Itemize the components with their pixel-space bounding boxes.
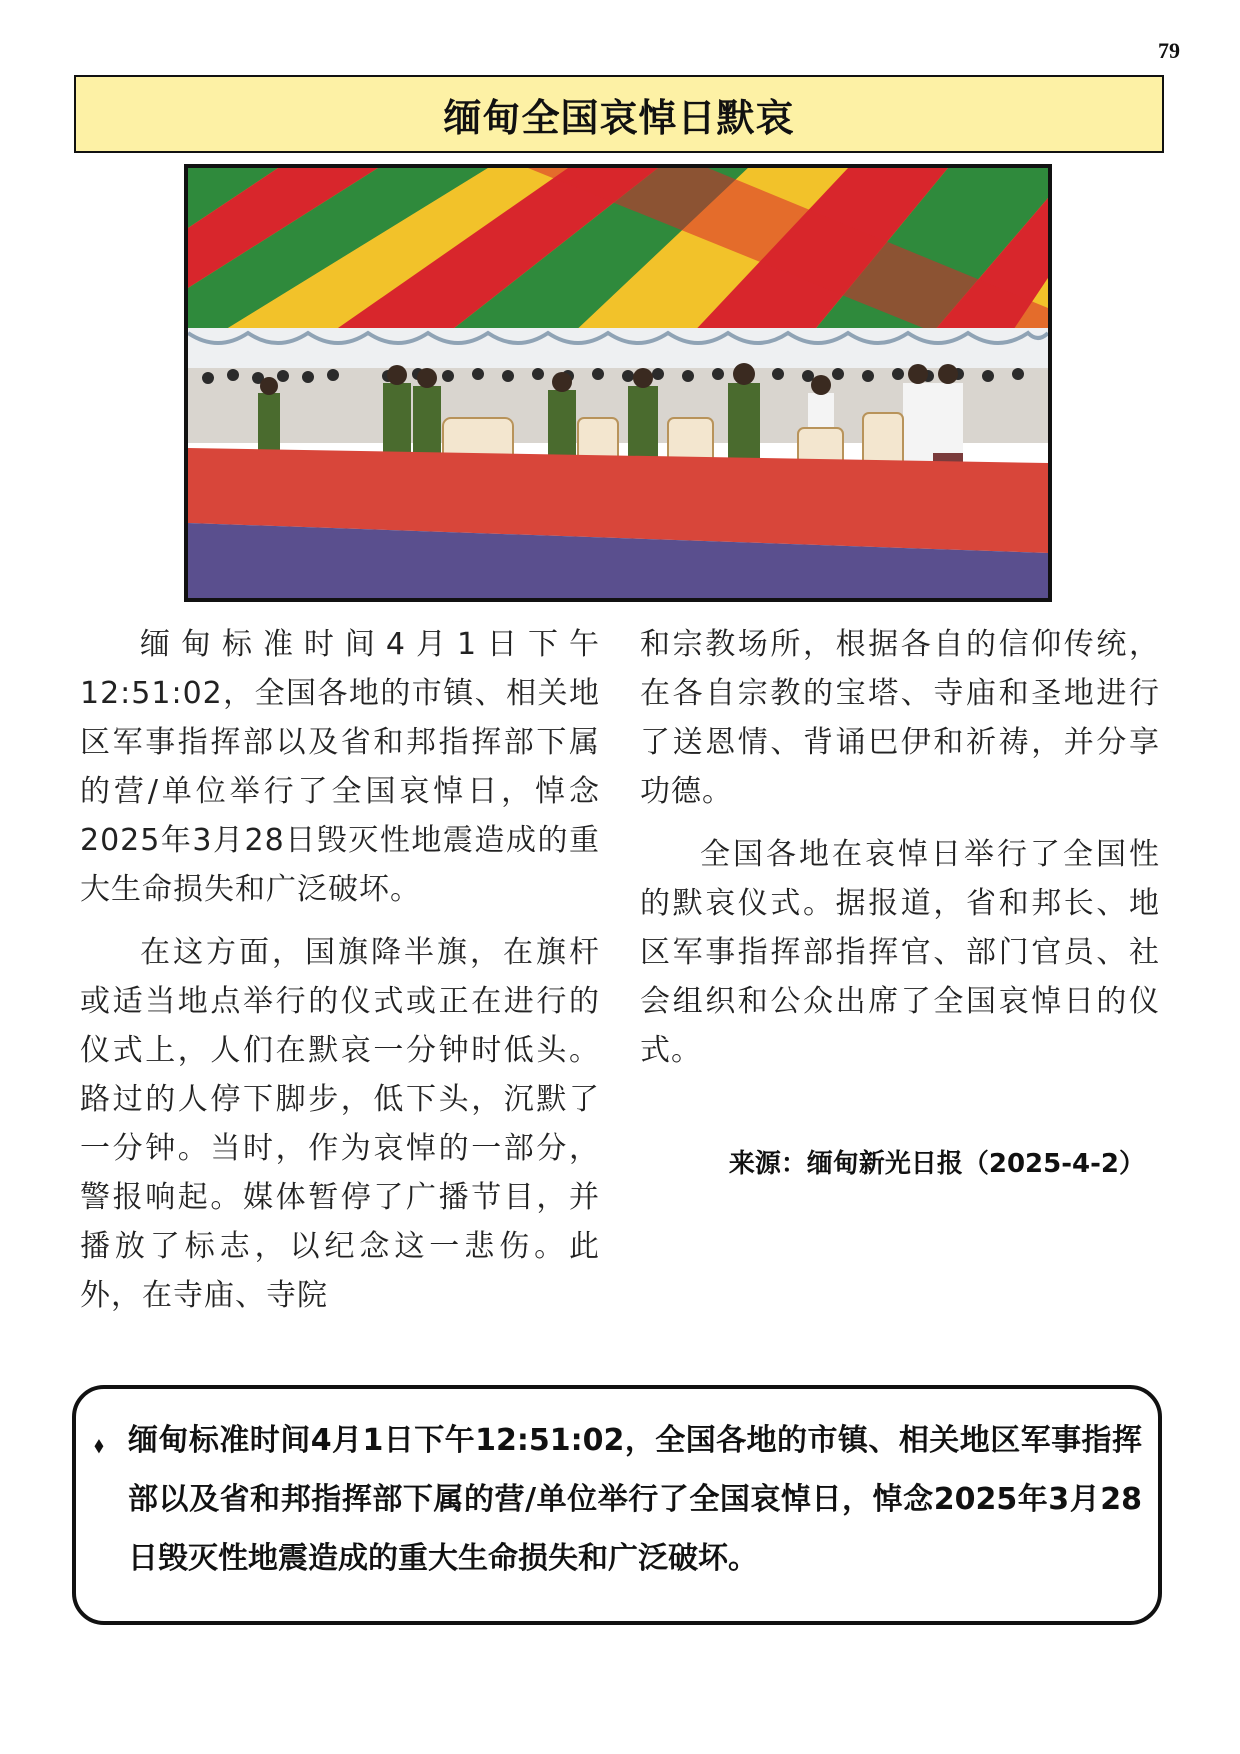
article-paragraph: 在这方面，国旗降半旗，在旗杆或适当地点举行的仪式或正在进行的仪式上，人们在默哀一分钟时低头。路过的人停下脚步，低下头，沉默了一分钟。当时，作为哀悼的一部分，警报响起。媒体暂停了广播节目，并播放了标志，以纪念这一悲伤。此外，在寺庙、寺院 [80,935,600,1313]
page-number: 79 [1158,38,1180,63]
summary-box [72,1385,1162,1625]
bullet-icon: ⬧ [94,1433,104,1458]
ceremony-photo [184,164,1052,602]
page-title: 缅甸全国哀悼日默哀 [443,95,795,140]
article-paragraph: 缅甸标准时间4月1日下午12:51:02，全国各地的市镇、相关地区军事指挥部以及省和邦指挥部下属的营/单位举行了全国哀悼日，悼念2025年3月28日毁灭性地震造成的重大生命损失和广泛破坏。 [80,627,600,907]
ceremony-photo-illustration [188,168,1048,598]
article-paragraph: 全国各地在哀悼日举行了全国性的默哀仪式。据报道，省和邦长、地区军事指挥部指挥官、部门官员、社会组织和公众出席了全国哀悼日的仪式。 [640,837,1160,1068]
article-source: 来源：缅甸新光日报（2025-4-2） [728,1149,1145,1179]
article-right-column [640,620,1160,1089]
title-banner [74,75,1164,153]
summary-text: 缅甸标准时间4月1日下午12:51:02，全国各地的市镇、相关地区军事指挥部以及省和邦指挥部下属的营/单位举行了全国哀悼日，悼念2025年3月28日毁灭性地震造成的重大生命损失和广泛破坏。 [128,1423,1142,1576]
article-paragraph: 和宗教场所，根据各自的信仰传统，在各自宗教的宝塔、寺庙和圣地进行了送恩情、背诵巴伊和祈祷，并分享功德。 [640,627,1160,809]
article-left-column [80,620,600,1334]
